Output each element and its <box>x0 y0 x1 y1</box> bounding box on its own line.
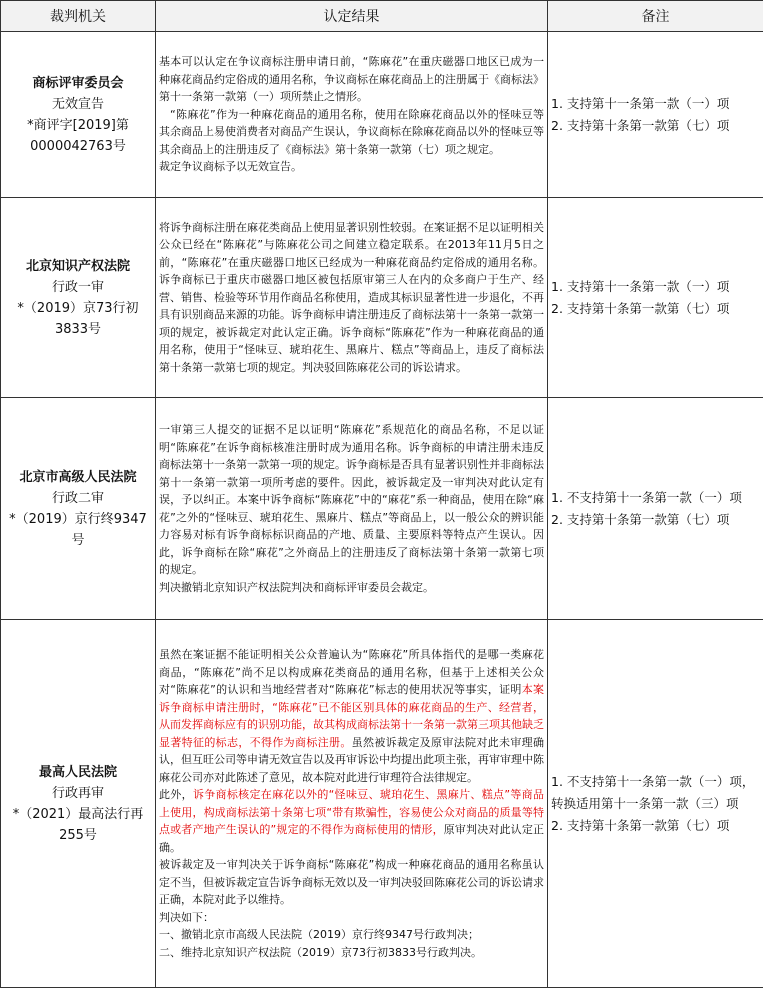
result-cell <box>156 398 548 620</box>
result-text: 原审判决对此认定正确。 <box>159 823 544 854</box>
court-cell <box>1 620 156 988</box>
remark-line: 1. 不支持第十一条第一款（一）项，转换适用第十一条第一款（三）项 <box>551 773 755 811</box>
case-number: *（2019）京73行初3833号 <box>17 300 139 337</box>
remark-line: 2. 支持第十条第一款第（七）项 <box>551 511 730 527</box>
result-paragraph <box>159 786 544 856</box>
remark-line: 1. 不支持第十一条第一款（一）项 <box>551 489 742 505</box>
result-paragraph: 基本可以认定在争议商标注册申请日前，“陈麻花”在重庆磁器口地区已成为一种麻花商品约定俗成的通用名称，争议商标在麻花商品上的注册属于《商标法》第十一条第一款第（一）项所禁止之情形。 <box>159 55 544 104</box>
table-row <box>1 620 763 988</box>
header-court: 裁判机关 <box>1 1 156 32</box>
procedure-type: 行政一审 <box>51 279 104 295</box>
case-number: *（2021）最高法行再255号 <box>12 806 144 843</box>
result-cell <box>156 32 548 198</box>
table-row <box>1 32 763 198</box>
remark-line: 1. 支持第十一条第一款（一）项 <box>551 95 730 111</box>
table-row <box>1 198 763 398</box>
highlighted-text: 本案诉争商标申请注册时，“陈麻花”已不能区别具体的麻花商品的生产、经营者，从而发挥商标应有的识别功能，故其构成商标法第十一条第一款第三项其他缺乏显著特征的标志，不得作为商标注册。 <box>159 683 545 749</box>
result-paragraph: “陈麻花”作为一种麻花商品的通用名称，使用在除麻花商品以外的怪味豆等其余商品上易使消费者对商品产生误认，争议商标在除麻花商品以外的怪味豆等其余商品上的注册违反了《商标法》第十条第一款第（七）项之规定。 <box>159 107 544 156</box>
header-result: 认定结果 <box>156 1 548 32</box>
result-text: 此外， <box>159 788 193 801</box>
table-header-row <box>1 1 763 32</box>
court-name: 北京知识产权法院 <box>25 258 130 274</box>
result-paragraph: 一、撤销北京市高级人民法院（2019）京行终9347号行政判决； <box>159 928 479 941</box>
table-row <box>1 398 763 620</box>
result-paragraph: 裁定争议商标予以无效宣告。 <box>159 160 302 174</box>
remark-line: 1. 支持第十一条第一款（一）项 <box>551 278 730 294</box>
remark-cell <box>548 32 763 198</box>
court-cell <box>1 32 156 198</box>
remark-line: 2. 支持第十条第一款第（七）项 <box>551 300 730 316</box>
result-paragraph: 被诉裁定及一审判决关于诉争商标“陈麻花”构成一种麻花商品的通用名称虽认定不当，但被诉裁定宣告诉争商标无效以及一审判决驳回陈麻花公司的诉讼请求正确，本院对此予以维持。 <box>159 858 544 906</box>
result-paragraph: 判决如下： <box>159 910 214 924</box>
header-remark: 备注 <box>548 1 763 32</box>
remark-cell <box>548 198 763 398</box>
court-name: 商标评审委员会 <box>32 75 124 91</box>
result-paragraph <box>159 646 544 786</box>
result-cell <box>156 620 548 988</box>
case-number: *（2019）京行终9347号 <box>9 511 147 548</box>
procedure-type: 行政二审 <box>51 490 104 506</box>
result-paragraph: 判决撤销北京知识产权法院判决和商标评审委员会裁定。 <box>159 580 434 594</box>
procedure-type: 行政再审 <box>51 785 104 801</box>
remark-cell <box>548 620 763 988</box>
procedure-type: 无效宣告 <box>51 96 104 112</box>
result-cell <box>156 198 548 398</box>
remark-line: 2. 支持第十条第一款第（七）项 <box>551 817 730 833</box>
case-number: *商评字[2019]第0000042763号 <box>27 117 129 154</box>
result-paragraph: 二、维持北京知识产权法院（2019）京73行初3833号行政判决。 <box>159 945 482 959</box>
result-text: 虽然被诉裁定及原审法院对此未审理确认，但互旺公司等申请无效宣告以及再审诉讼中均提出此项主张，再审审理中陈麻花公司亦对此陈述了意见，故本院对此进行审理符合法律规定。 <box>159 735 545 784</box>
remark-line: 2. 支持第十条第一款第（七）项 <box>551 117 730 133</box>
court-name: 北京市高级人民法院 <box>19 469 137 485</box>
court-cell <box>1 198 156 398</box>
court-cell <box>1 398 156 620</box>
result-paragraph: 一审第三人提交的证据不足以证明“陈麻花”系规范化的商品名称，不足以证明“陈麻花”在诉争商标核准注册时成为通用名称。诉争商标的申请注册未违反商标法第十一条第一款第一项的规定。诉争商标是否具有显著识别性并非商标法第十一条第一款第一项所考虑的要件。因此，被诉裁定及一审判决对此认定有误，予以纠正。本案中诉争商标“陈麻花”中的“麻花”系一种商品，使用在除“麻花”之外的“怪味豆、琥珀花生、黑麻片、糕点”等商品上，以一般公众的辨识能力容易对标有诉争商标标识商品的产地、质量、主要原料等特点产生误认。因此，诉争商标在除“麻花”之外商品上的注册违反了商标法第十条第一款第七项的规定。 <box>159 423 544 576</box>
court-name: 最高人民法院 <box>38 764 117 780</box>
remark-cell <box>548 398 763 620</box>
result-text: 虽然在案证据不能证明相关公众普遍认为“陈麻花”所具体指代的是哪一类麻花商品，“陈麻花”尚不足以构成麻花类商品的通用名称，但基于上述相关公众对“陈麻花”的认识和当地经营者对“陈麻花”标志的使用状况等事实，证明 <box>159 648 544 696</box>
result-paragraph: 将诉争商标注册在麻花类商品上使用显著识别性较弱。在案证据不足以证明相关公众已经在“陈麻花”与陈麻花公司之间建立稳定联系。在2013年11月5日之前，“陈麻花”在重庆磁器口地区已经成为一种麻花商品约定俗成的通用名称。诉争商标已于重庆市磁器口地区被包括原审第三人在内的众多商户于生产、经营、销售、检验等环节用作商品名称使用，造成其标识显著性进一步退化，不再具有识别商品来源的功能。诉争商标申请注册违反了商标法第十一条第一款第一项的规定，被诉裁定对此认定正确。诉争商标“陈麻花”作为一种麻花商品的通用名称，使用于“怪味豆、琥珀花生、黑麻片、糕点”等商品上，违反了商标法第十条第一款第七项的规定。判决驳回陈麻花公司的诉讼请求。 <box>159 220 544 374</box>
highlighted-text: 诉争商标核定在麻花以外的“怪味豆、琥珀花生、黑麻片、糕点”等商品上使用，构成商标法第十条第七项“带有欺骗性，容易使公众对商品的质量等特点或者产地产生误认的”规定的不得作为商标使用的情形， <box>159 788 544 836</box>
